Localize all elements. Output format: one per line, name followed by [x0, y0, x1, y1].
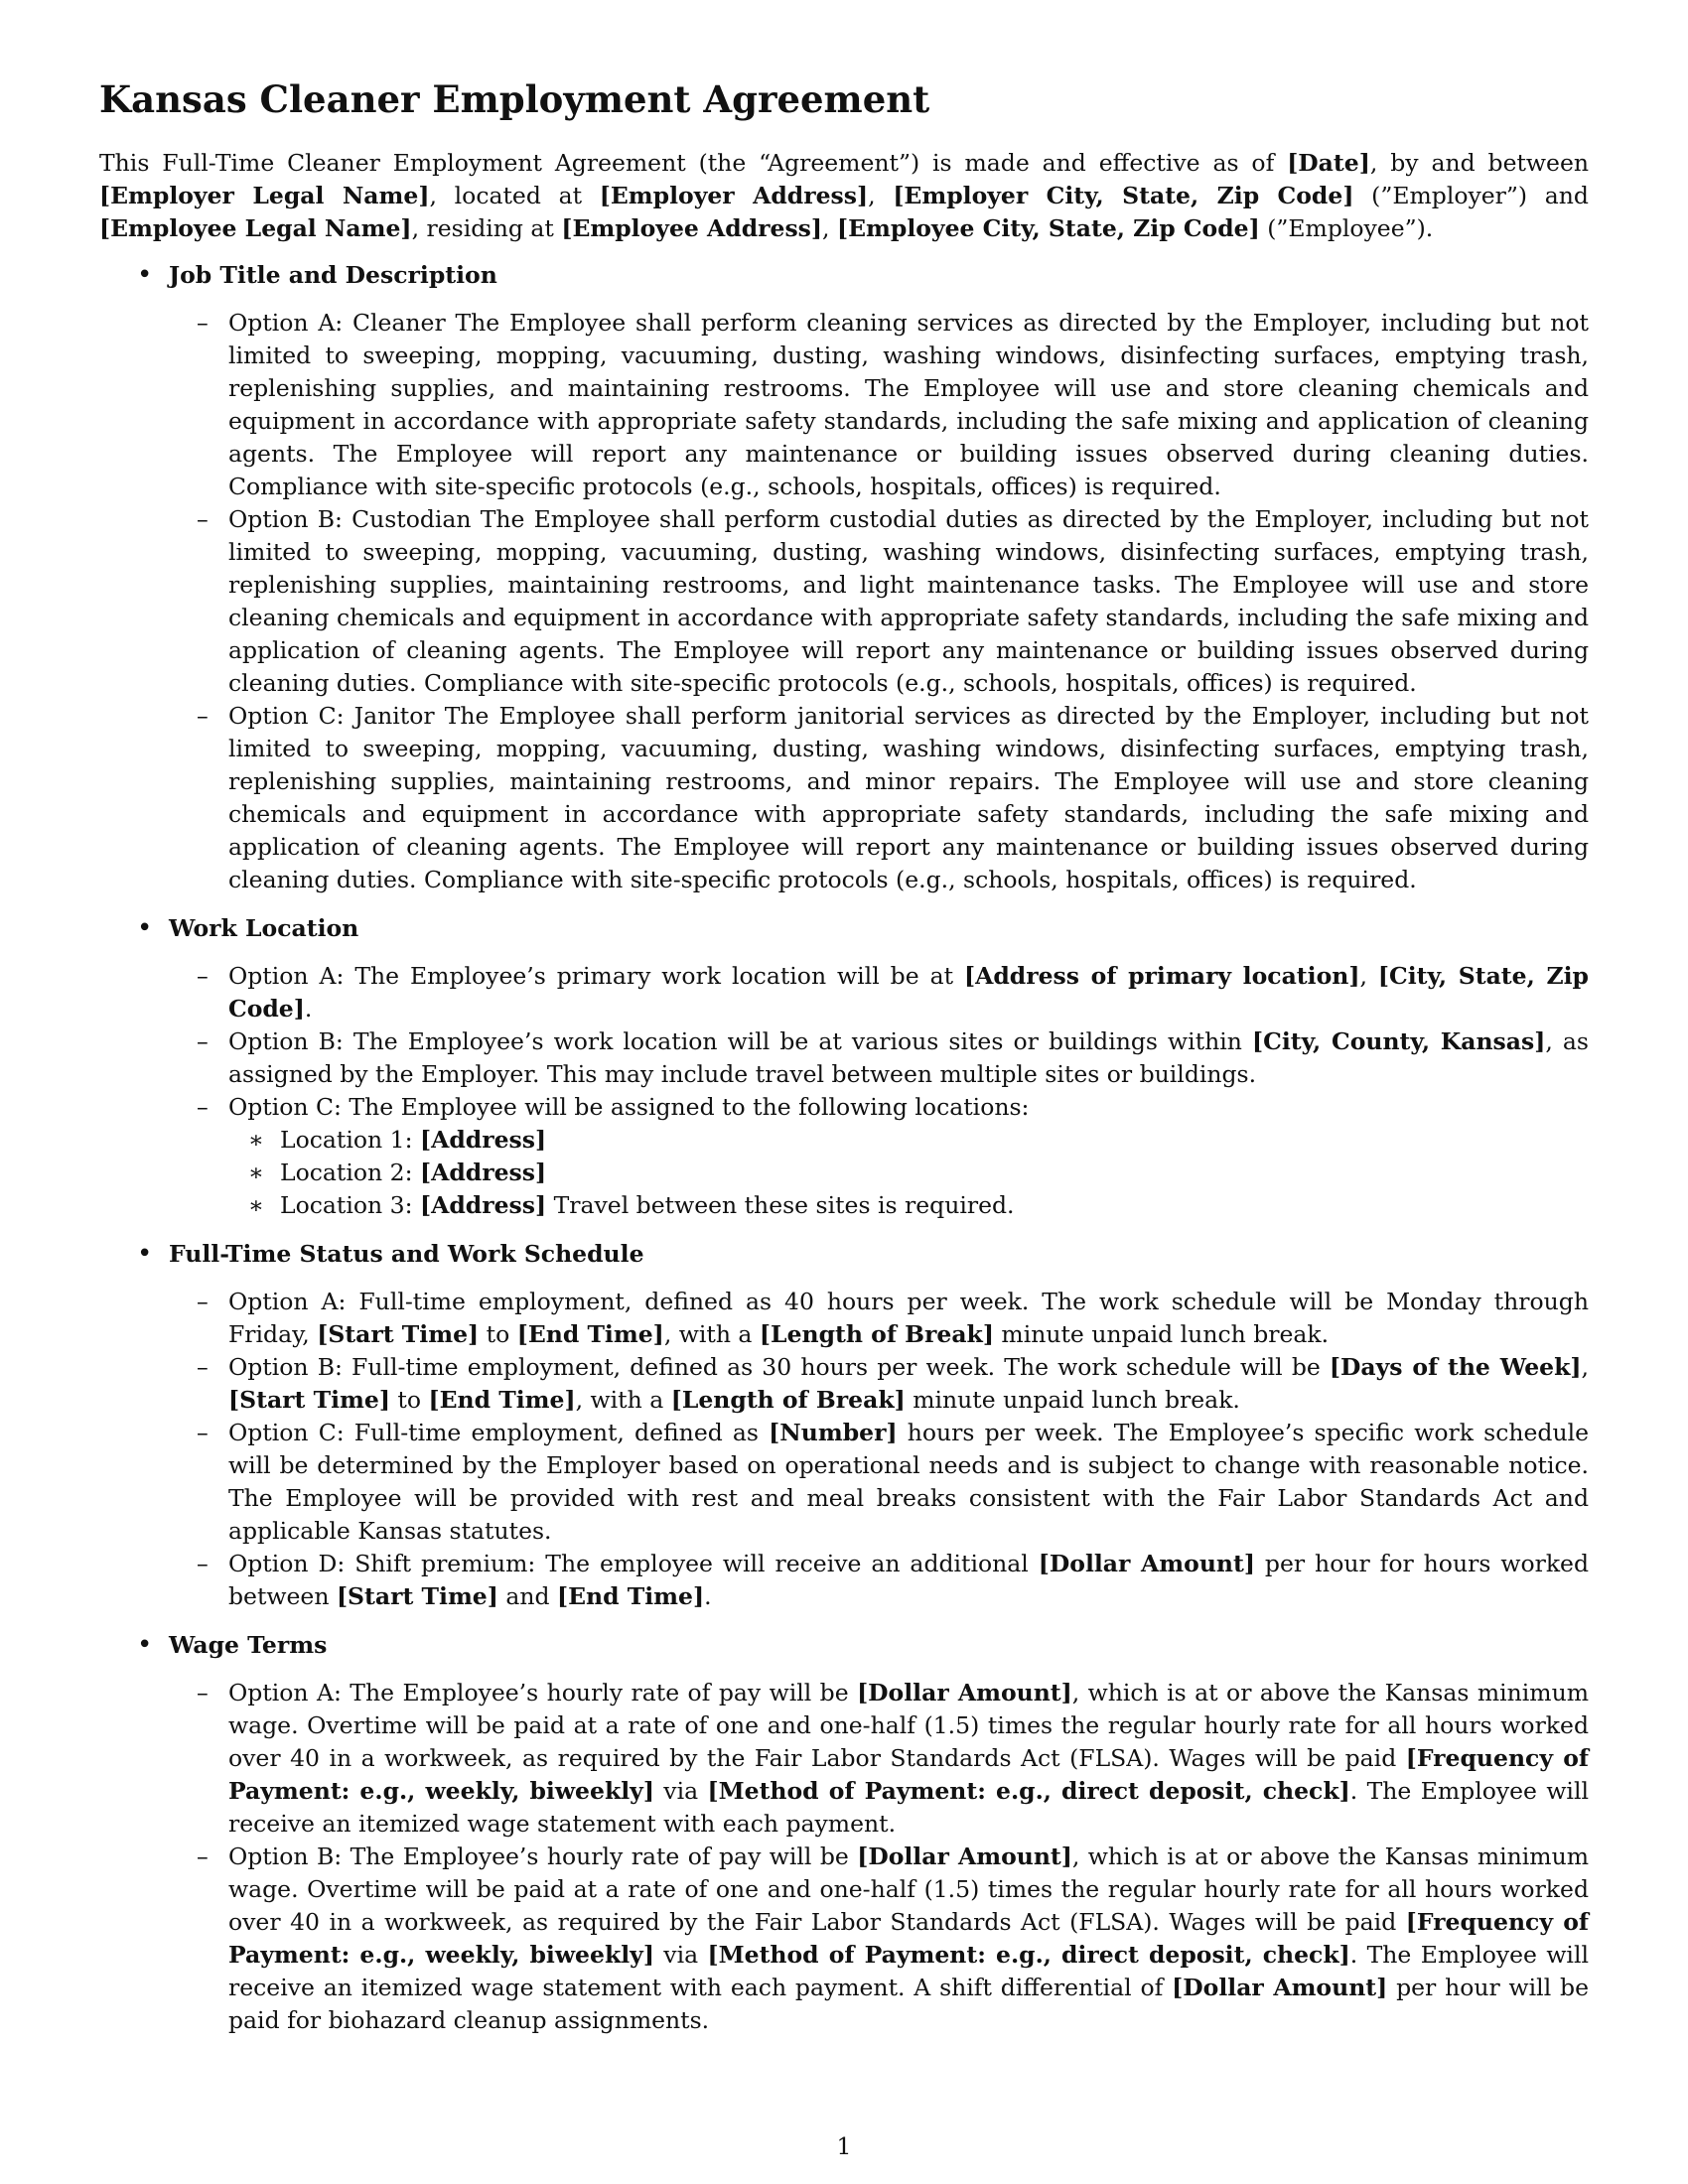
- placeholder-field: [Address]: [419, 1126, 547, 1155]
- option-text: , which is at or above the Kansas minimum wage. Overtime will be paid at a rate of one and one-half (1.5) times the regular hourly rate for all hours worked over 40 in a workweek, as required by the Fair Labor Standards Act (FLSA). Wages will be paid: [228, 1679, 1590, 1773]
- intro-text: , residing at: [411, 214, 562, 243]
- option-text: via: [653, 1777, 708, 1806]
- option-b: [169, 1025, 1589, 1091]
- document-title: Kansas Cleaner Employment Agreement: [99, 77, 930, 121]
- placeholder-field: [City, County, Kansas]: [1252, 1027, 1546, 1056]
- section-heading: • Wage Terms: [169, 1631, 328, 1660]
- location-sublist: [228, 1124, 1589, 1222]
- option-text: Option A: Full-time employment, defined as 40 hours per week. The work schedule will be Monday through Friday,: [228, 1288, 1589, 1349]
- option-c: [169, 1417, 1589, 1548]
- intro-text: , located at: [429, 182, 600, 210]
- option-text: hours per week. The Employee’s specific work schedule will be determined by the Employer based on operational needs and is subject to change with reasonable notice. The Employee will be provided with rest and meal breaks consistent with the Fair Labor Standards Act and applicable Kansas statutes.: [228, 1419, 1589, 1546]
- intro-text: ,: [822, 214, 837, 243]
- option-list: [169, 960, 1589, 1222]
- option-text: , with a: [575, 1386, 671, 1415]
- option-text: Option B: The Employee’s hourly rate of pay will be: [228, 1843, 858, 1871]
- option-text: . The Employee will receive an itemized wage statement with each payment.: [228, 1777, 1589, 1839]
- option-a: [169, 1286, 1589, 1351]
- option-text: per hour for hours worked between: [228, 1550, 1590, 1611]
- placeholder-field: [End Time]: [516, 1320, 664, 1349]
- option-list: [169, 1286, 1589, 1613]
- employer-name-placeholder: [Employer Legal Name]: [99, 182, 430, 210]
- section-wage-terms: [99, 1629, 1589, 2037]
- placeholder-field: [Length of Break]: [670, 1386, 906, 1415]
- option-text: .: [704, 1582, 712, 1611]
- option-text: Option C: Full-time employment, defined as: [228, 1419, 770, 1447]
- placeholder-field: [Start Time]: [317, 1320, 480, 1349]
- location-label: Location 1:: [280, 1126, 420, 1155]
- option-b: – Option B: Custodian The Employee shall perform custodial duties as directed by the Employer, including but not limited to sweeping, mopping, vacuuming, dusting, washing windows, disinfecting surfaces, emptying trash, replenishing supplies, maintaining restrooms, and light maintenance tasks. The Employee will use and store cleaning chemicals and equipment in accordance with appropriate safety standards, including the safe mixing and application of cleaning agents. The Employee will report any maintenance or building issues observed during cleaning duties. Compliance with site-specific protocols (e.g., schools, hospitals, offices) is required.: [169, 503, 1589, 700]
- placeholder-field: [End Time]: [557, 1582, 705, 1611]
- date-placeholder: [Date]: [1287, 149, 1370, 178]
- option-text: per hour will be paid for biohazard cleanup assignments.: [228, 1974, 1589, 2035]
- section-work-location: [99, 912, 1589, 1222]
- placeholder-field: [Address]: [419, 1159, 547, 1187]
- employee-address-placeholder: [Employee Address]: [561, 214, 823, 243]
- intro-text: This Full-Time Cleaner Employment Agreement (the “Agreement”) is made and effective as of: [99, 149, 1288, 178]
- option-text: ,: [1581, 1353, 1589, 1382]
- option-text: Option D: Shift premium: The employee will receive an additional: [228, 1550, 1039, 1578]
- option-text: ,: [1359, 962, 1378, 991]
- placeholder-field: [Frequency of Payment: e.g., weekly, biweekly]: [228, 1744, 1589, 1806]
- placeholder-field: [Address]: [419, 1191, 547, 1220]
- section-job-title: [99, 259, 1589, 896]
- option-c: [169, 1091, 1589, 1222]
- placeholder-field: [Length of Break]: [759, 1320, 994, 1349]
- option-b: [169, 1841, 1589, 2037]
- option-text: minute unpaid lunch break.: [993, 1320, 1330, 1349]
- intro-text: (”Employer”) and: [1353, 182, 1589, 210]
- option-text: to: [389, 1386, 429, 1415]
- intro-text: ,: [868, 182, 894, 210]
- option-text: , as assigned by the Employer. This may include travel between multiple sites or buildings.: [228, 1027, 1589, 1089]
- location-item: [228, 1157, 1589, 1189]
- option-text: Option A: The Employee’s hourly rate of pay will be: [228, 1679, 858, 1707]
- option-b: [169, 1351, 1589, 1417]
- employee-city-placeholder: [Employee City, State, Zip Code]: [837, 214, 1260, 243]
- placeholder-field: [Method of Payment: e.g., direct deposit, check]: [707, 1941, 1350, 1970]
- option-text: Option A: The Employee’s primary work location will be at: [228, 962, 964, 991]
- placeholder-field: [Frequency of Payment: e.g., weekly, biweekly]: [228, 1908, 1589, 1970]
- section-heading: • Full-Time Status and Work Schedule: [169, 1240, 644, 1269]
- option-text: , which is at or above the Kansas minimum wage. Overtime will be paid at a rate of one and one-half (1.5) times the regular hourly rate for all hours worked over 40 in a workweek, as required by the Fair Labor Standards Act (FLSA). Wages will be paid: [228, 1843, 1590, 1937]
- option-text: to: [479, 1320, 517, 1349]
- placeholder-field: [Days of the Week]: [1329, 1353, 1582, 1382]
- option-text: minute unpaid lunch break.: [905, 1386, 1240, 1415]
- placeholder-field: [Start Time]: [228, 1386, 390, 1415]
- employer-city-placeholder: [Employer City, State, Zip Code]: [893, 182, 1354, 210]
- section-work-schedule: [99, 1238, 1589, 1613]
- placeholder-field: [Address of primary location]: [963, 962, 1360, 991]
- placeholder-field: [Dollar Amount]: [857, 1843, 1072, 1871]
- location-item: [228, 1189, 1589, 1222]
- option-c: – Option C: Janitor The Employee shall perform janitorial services as directed by the Employer, including but not limited to sweeping, mopping, vacuuming, dusting, washing windows, disinfecting surfaces, emptying trash, replenishing supplies, maintaining restrooms, and minor repairs. The Employee will use and store cleaning chemicals and equipment in accordance with appropriate safety standards, including the safe mixing and application of cleaning agents. The Employee will report any maintenance or building issues observed during cleaning duties. Compliance with site-specific protocols (e.g., schools, hospitals, offices) is required.: [169, 700, 1589, 896]
- placeholder-field: [Number]: [769, 1419, 898, 1447]
- option-list: [169, 307, 1589, 896]
- section-heading: • Work Location: [169, 914, 359, 943]
- section-list: [99, 259, 1589, 2037]
- option-a: – Option A: Cleaner The Employee shall perform cleaning services as directed by the Employer, including but not limited to sweeping, mopping, vacuuming, dusting, washing windows, disinfecting surfaces, emptying trash, replenishing supplies, and maintaining restrooms. The Employee will use and store cleaning chemicals and equipment in accordance with appropriate safety standards, including the safe mixing and application of cleaning agents. The Employee will report any maintenance or building issues observed during cleaning duties. Compliance with site-specific protocols (e.g., schools, hospitals, offices) is required.: [169, 307, 1589, 503]
- option-a: [169, 1677, 1589, 1841]
- option-text: .: [304, 995, 313, 1024]
- option-text: . The Employee will receive an itemized wage statement with each payment. A shift differential of: [228, 1941, 1589, 2002]
- placeholder-field: [Dollar Amount]: [1038, 1550, 1255, 1578]
- placeholder-field: [City, State, Zip Code]: [228, 962, 1589, 1024]
- intro-paragraph: [99, 147, 1589, 245]
- option-text: via: [653, 1941, 708, 1970]
- option-text: , with a: [663, 1320, 760, 1349]
- location-label: Location 2:: [280, 1159, 420, 1187]
- option-text: and: [497, 1582, 558, 1611]
- placeholder-field: [Dollar Amount]: [1172, 1974, 1388, 2002]
- option-text: Option B: The Employee’s work location will be at various sites or buildings within: [228, 1027, 1253, 1056]
- placeholder-field: [Method of Payment: e.g., direct deposit, check]: [707, 1777, 1350, 1806]
- intro-text: , by and between: [1369, 149, 1589, 178]
- section-heading: • Job Title and Description: [169, 261, 497, 290]
- option-text: Travel between these sites is required.: [546, 1191, 1015, 1220]
- employer-address-placeholder: [Employer Address]: [599, 182, 869, 210]
- option-text: Option B: Full-time employment, defined as 30 hours per week. The work schedule will be: [228, 1353, 1330, 1382]
- option-d: [169, 1548, 1589, 1613]
- intro-text: (”Employee”).: [1259, 214, 1434, 243]
- option-a: [169, 960, 1589, 1025]
- location-item: [228, 1124, 1589, 1157]
- location-label: Location 3:: [280, 1191, 420, 1220]
- placeholder-field: [Dollar Amount]: [857, 1679, 1072, 1707]
- page-number: 1: [836, 2132, 852, 2160]
- employee-name-placeholder: [Employee Legal Name]: [99, 214, 412, 243]
- placeholder-field: [Start Time]: [336, 1582, 498, 1611]
- option-list: [169, 1677, 1589, 2037]
- option-text: Option C: The Employee will be assigned to the following locations:: [228, 1093, 1030, 1122]
- placeholder-field: [End Time]: [428, 1386, 576, 1415]
